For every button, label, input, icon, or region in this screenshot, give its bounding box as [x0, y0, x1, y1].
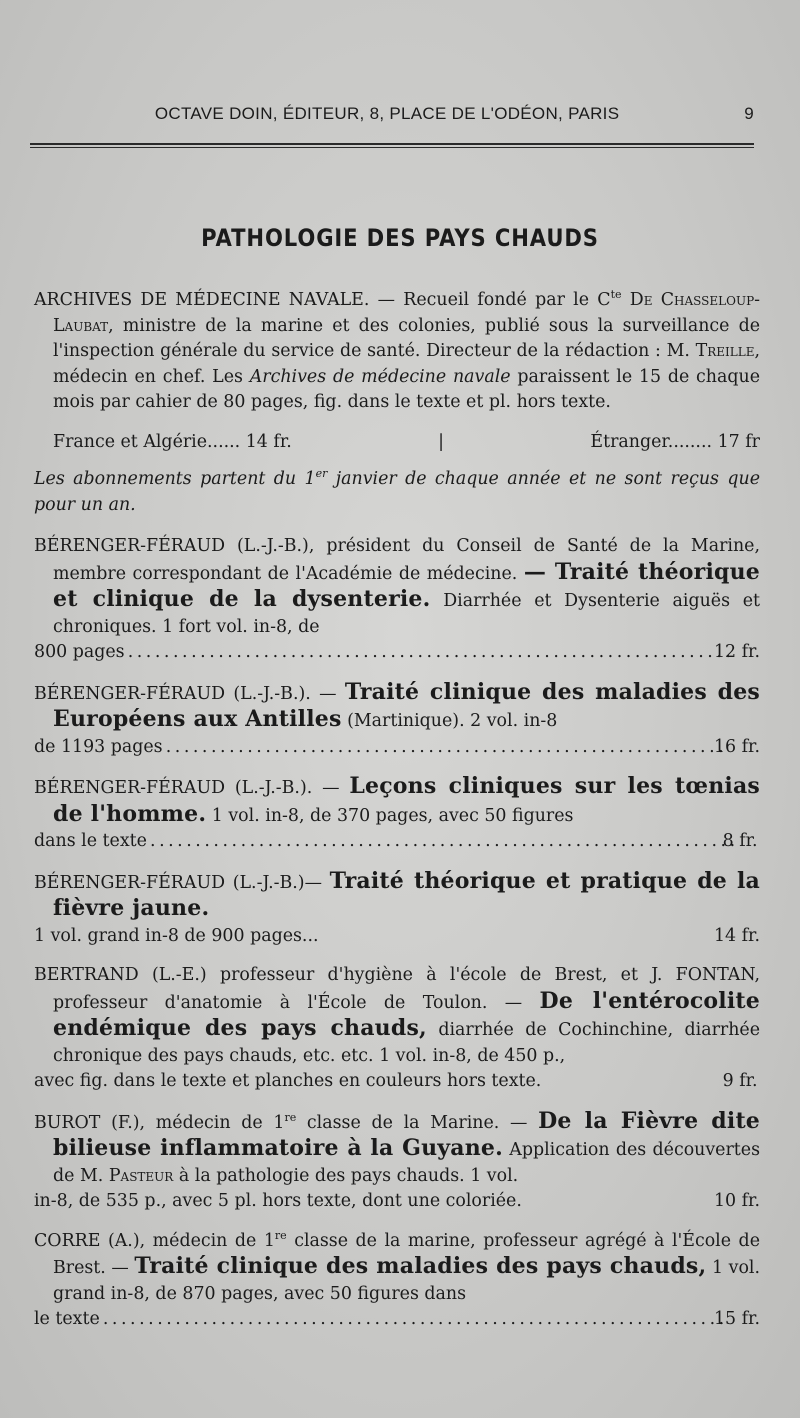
- entry-title: De l'entérocolite endémique des pays chauds,: [53, 987, 760, 1041]
- entry-price: 9 fr.: [722, 1071, 758, 1091]
- price-separator: |: [438, 431, 445, 452]
- entry-author: BÉRENGER-FÉRAUD (L.-J.-B.).: [34, 778, 313, 798]
- catalog-entry: CORRE (A.), médecin de 1re classe de la marine, professeur agrégé à l'École de Brest. — Traité clinique des maladies des pays chauds, 1 vol. grand in-8, de 870 pages, avec 50 figures dans le texte . . . 15 fr.: [34, 1229, 760, 1333]
- catalog-content: [34, 288, 760, 1347]
- price-line: le texte . . . 15 fr.: [53, 1307, 760, 1333]
- entry-price: 15 fr.: [713, 1309, 760, 1329]
- price-foreign: Étranger........ 17 fr: [590, 431, 760, 452]
- entry-title: — Traité théorique et clinique de la dysenterie.: [53, 558, 760, 612]
- dot-leader: [104, 1307, 729, 1333]
- entry-author: BUROT (F.),: [34, 1112, 146, 1133]
- price-line: avec fig. dans le texte et planches en couleurs hors texte. 9 fr.: [53, 1069, 760, 1095]
- entry-title: Leçons cliniques sur les tœnias de l'homme.: [53, 773, 760, 827]
- entry-author: BÉRENGER-FÉRAUD (L.-J.-B.).: [34, 683, 311, 704]
- entry-title: Traité clinique des maladies des pays chauds,: [134, 1253, 707, 1279]
- catalog-entry: BUROT (F.), médecin de 1re classe de la Marine. — De la Fièvre dite bilieuse inflammatoire à la Guyane. Application des découvertes de M. Pasteur à la pathologie des pays chauds. 1 vol. in-8, de 535 p., avec 5 pl. hors texte, dont une coloriée. 10 fr.: [34, 1109, 760, 1215]
- catalog-entry: BÉRENGER-FÉRAUD (L.-J.-B.)— Traité théorique et pratique de la fièvre jaune. 1 vol. grand in-8 de 900 pages... 14 fr.: [34, 869, 760, 950]
- journal-name: Archives de médecine navale: [249, 366, 511, 387]
- entry-price: 10 fr.: [713, 1191, 760, 1211]
- dot-leader: [167, 735, 729, 761]
- entry-price: 14 fr.: [713, 925, 760, 946]
- entry-archives-text: ARCHIVES DE MÉDECINE NAVALE. — Recueil fondé par le $C^{te}$ De Chasseloup-Laubat, ministre de la marine et des colonies, publié sous la surveillance de l'inspection générale du service de santé. Directeur de la rédaction : M. Treille, médecin en chef. Les Archives de médecine navale paraissent le 15 de chaque mois par cahier de 80 pages, fig. dans le texte et pl. hors texte.: [34, 288, 761, 412]
- price-france: France et Algérie...... 14 fr.: [53, 431, 292, 452]
- entry-title: De la Fièvre dite bilieuse inflammatoire à la Guyane.: [53, 1107, 761, 1161]
- catalog-entry: BÉRENGER-FÉRAUD (L.-J.-B.). — Leçons cliniques sur les tœnias de l'homme. 1 vol. in-8, de 370 pages, avec 50 figures dans le texte . . . 8 fr.: [34, 774, 760, 855]
- entry-price: 16 fr.: [713, 736, 760, 757]
- catalog-entry: BÉRENGER-FÉRAUD (L.-J.-B.). — Traité clinique des maladies des Européens aux Antilles (Martinique). 2 vol. in-8 de 1193 pages . . . 16 fr.: [34, 680, 760, 761]
- header-rule-thin: [30, 147, 754, 148]
- entry-archives: [34, 288, 760, 416]
- price-line: dans le texte . . . 8 fr.: [53, 829, 760, 855]
- entry-price: 12 fr.: [713, 642, 760, 662]
- entry-author: CORRE (A.),: [34, 1230, 146, 1251]
- subscription-note: Les abonnements partent du 1er janvier de chaque année et ne sont reçus que pour un an.: [34, 467, 760, 515]
- entry-author: BERTRAND (L.-E.): [34, 965, 207, 985]
- entry-title: Traité théorique et pratique de la fièvre jaune.: [53, 867, 760, 921]
- price-line: in-8, de 535 p., avec 5 pl. hors texte, dont une coloriée. 10 fr.: [53, 1189, 760, 1215]
- header-rule: [30, 143, 754, 145]
- entry-archives-title: ARCHIVES DE MÉDECINE NAVALE.: [34, 290, 370, 310]
- entry-author: BÉRENGER-FÉRAUD (L.-J.-B.),: [34, 536, 315, 556]
- running-head: [30, 104, 754, 124]
- entry-title: Traité clinique des maladies des Européens aux Antilles: [53, 678, 761, 732]
- dot-leader: [151, 829, 738, 855]
- dot-leader: [129, 640, 729, 666]
- section-title: PATHOLOGIE DES PAYS CHAUDS: [201, 224, 599, 252]
- subscription-prices: [34, 430, 760, 456]
- catalog-entry: BERTRAND (L.-E.) professeur d'hygiène à l'école de Brest, et J. FONTAN, professeur d'anatomie à l'École de Toulon. — De l'entérocolite endémique des pays chauds, diarrhée de Cochinchine, diarrhée chronique des pays chauds, etc. etc. 1 vol. in-8, de 450 p., avec fig. dans le texte et planches en couleurs hors texte. 9 fr.: [34, 963, 760, 1095]
- price-line: de 1193 pages . . . 16 fr.: [53, 735, 760, 761]
- entry-author: BÉRENGER-FÉRAUD (L.-J.-B.): [34, 872, 305, 893]
- scientist-name: Pasteur: [108, 1165, 174, 1186]
- price-line: 1 vol. grand in-8 de 900 pages... 14 fr.: [53, 924, 760, 950]
- price-line: 800 pages . . . 12 fr.: [53, 640, 760, 666]
- entry-price: 8 fr.: [722, 831, 758, 851]
- director-name: Treille: [695, 341, 755, 361]
- catalog-entry: BÉRENGER-FÉRAUD (L.-J.-B.), président du Conseil de Santé de la Marine, membre correspondant de l'Académie de médecine. — Traité théorique et clinique de la dysenterie. Diarrhée et Dysenterie aiguës et chroniques. 1 fort vol. in-8, de 800 pages . . . 12 fr.: [34, 534, 760, 666]
- publisher-line: OCTAVE DOIN, ÉDITEUR, 8, PLACE DE L'ODÉON, PARIS: [154, 104, 620, 123]
- founder-name: De Chasseloup-Laubat: [53, 290, 761, 336]
- page-number: 9: [744, 104, 754, 123]
